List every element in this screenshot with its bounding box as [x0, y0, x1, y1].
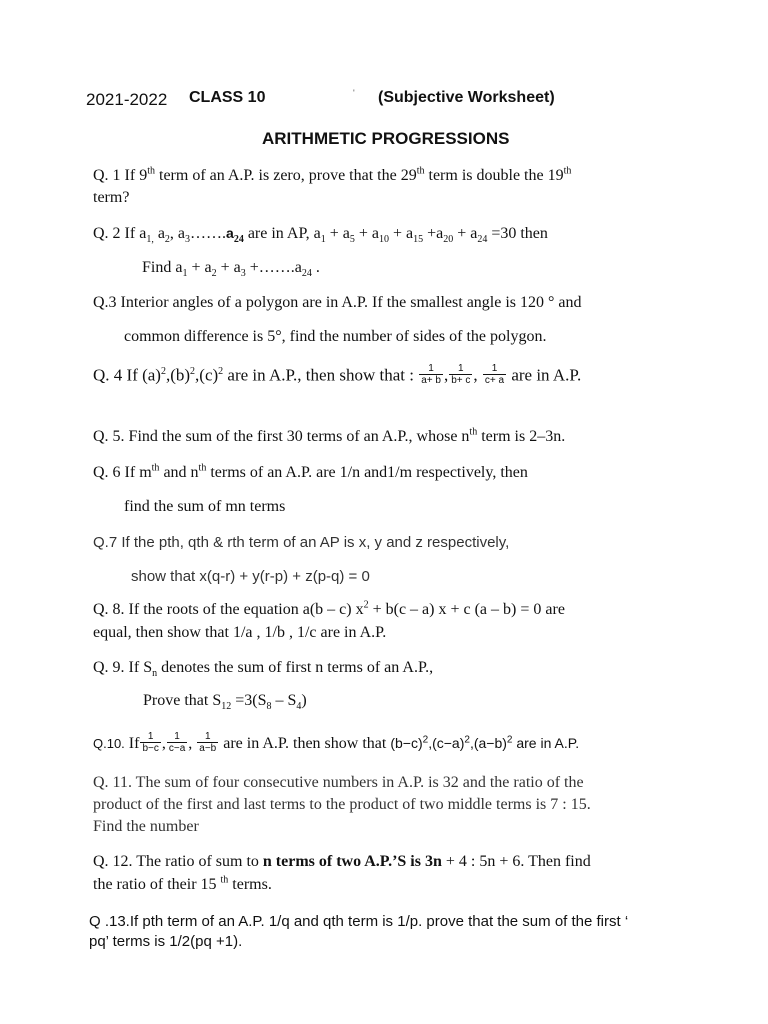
fraction-1-over-c-plus-a: $\frac{1}{c+ a}$	[484, 363, 505, 386]
question-5: Q. 5. Find the sum of the first 30 terms of an A.P., whose $n^{th}$ term is 2–3n.	[93, 426, 566, 445]
question-8-line-1: Q. 8. If the roots of the equation a(b – c) $x^2 + b(c - a) x + c$ (a – b) = 0 are	[93, 599, 565, 618]
question-6-line-2: find the sum of mn terms	[124, 498, 286, 515]
question-6-line-1: Q. 6 If $m^{th}$ and $n^{th}$ terms of an A.P. are 1/n and1/m respectively, then	[93, 462, 528, 481]
class-label: CLASS 10	[189, 89, 266, 106]
fraction-1-over-a-minus-b: $\frac{1}{a-b}$	[199, 731, 217, 754]
question-13-line-1: Q .13.If pth term of an A.P. 1/q and qth term is 1/p. prove that the sum of the first ‘	[89, 913, 629, 930]
question-9-line-1: Q. 9. If $S_n$ denotes the sum of first n terms of an A.P.,	[93, 659, 434, 680]
question-1-line-1: Q. 1 If 9th term of an A.P. is zero, prove that the 29th term is double the 19th	[93, 165, 572, 184]
question-7-line-1: Q.7 If the pth, qth & rth term of an AP is x, y and z respectively,	[93, 534, 510, 551]
worksheet-type: (Subjective Worksheet)	[378, 89, 555, 106]
question-7-line-2: show that x(q-r) + y(r-p) + z(p-q) = 0	[131, 568, 370, 585]
question-11-line-3: Find the number	[93, 818, 199, 835]
fraction-1-over-b-plus-c: $\frac{1}{b+ c}$	[451, 363, 471, 386]
question-1-line-2: term?	[93, 189, 130, 206]
year-label: 2021-2022	[86, 90, 168, 109]
question-10: Q.10. If $\frac{1}{b-c}$ , $\frac{1}{c-a}$ , $\frac{1}{a-b}$ are in A.P. then show that $(b-c)^2,(c-a)^2,(a-b)^2$ are in A.P.	[93, 731, 580, 754]
stray-mark: '	[353, 88, 355, 98]
question-11-line-1: Q. 11. The sum of four consecutive numbers in A.P. is 32 and the ratio of the	[93, 774, 584, 791]
question-12-line-1: Q. 12. The ratio of sum to n terms of two A.P.’S is 3n + 4 : 5n + 6. Then find	[93, 853, 591, 870]
question-2-line-1: Q. 2 If $a_{1,}$ $a_2$, $a_3\dots\dots.a_{24}$ are in AP, $a_1 + a_5 + a_{10} + a_{15} +a_{20} + a_{24} =30$ then	[93, 225, 548, 246]
fraction-1-over-c-minus-a: $\frac{1}{c-a}$	[168, 731, 186, 754]
question-9-line-2: Prove that $S_{12} =3(S_8 - S_4)$	[143, 692, 307, 713]
question-3-line-1: Q.3 Interior angles of a polygon are in A.P. If the smallest angle is 120 ° and	[93, 294, 582, 311]
fraction-1-over-b-minus-c: $\frac{1}{b-c}$	[142, 731, 159, 754]
fraction-1-over-a-plus-b: $\frac{1}{a+ b}$	[421, 363, 441, 386]
question-11-line-2: product of the first and last terms to the product of two middle terms is 7 : 15.	[93, 796, 591, 813]
question-2-line-2: Find $a_1 + a_2 + a_3$ $+\dots\dots.a_{24}$ .	[142, 259, 320, 280]
question-4: Q. 4 If $(a)^2,(b)^2,(c)^2$ are in A.P., then show that : $\frac{1}{a+ b}$ , $\frac{1}{b+ c}$ , $\frac{1}{c+ a}$ are in A.P.	[93, 363, 582, 386]
question-13-line-2: pq’ terms is 1/2(pq +1).	[89, 933, 243, 950]
question-8-line-2: equal, then show that 1/a , 1/b , 1/c are in A.P.	[93, 624, 387, 641]
question-3-line-2: common difference is 5°, find the number of sides of the polygon.	[124, 328, 547, 345]
question-12-line-2: the ratio of their 15 $^{th}$ terms.	[93, 874, 272, 893]
page-title: ARITHMETIC PROGRESSIONS	[262, 129, 510, 148]
